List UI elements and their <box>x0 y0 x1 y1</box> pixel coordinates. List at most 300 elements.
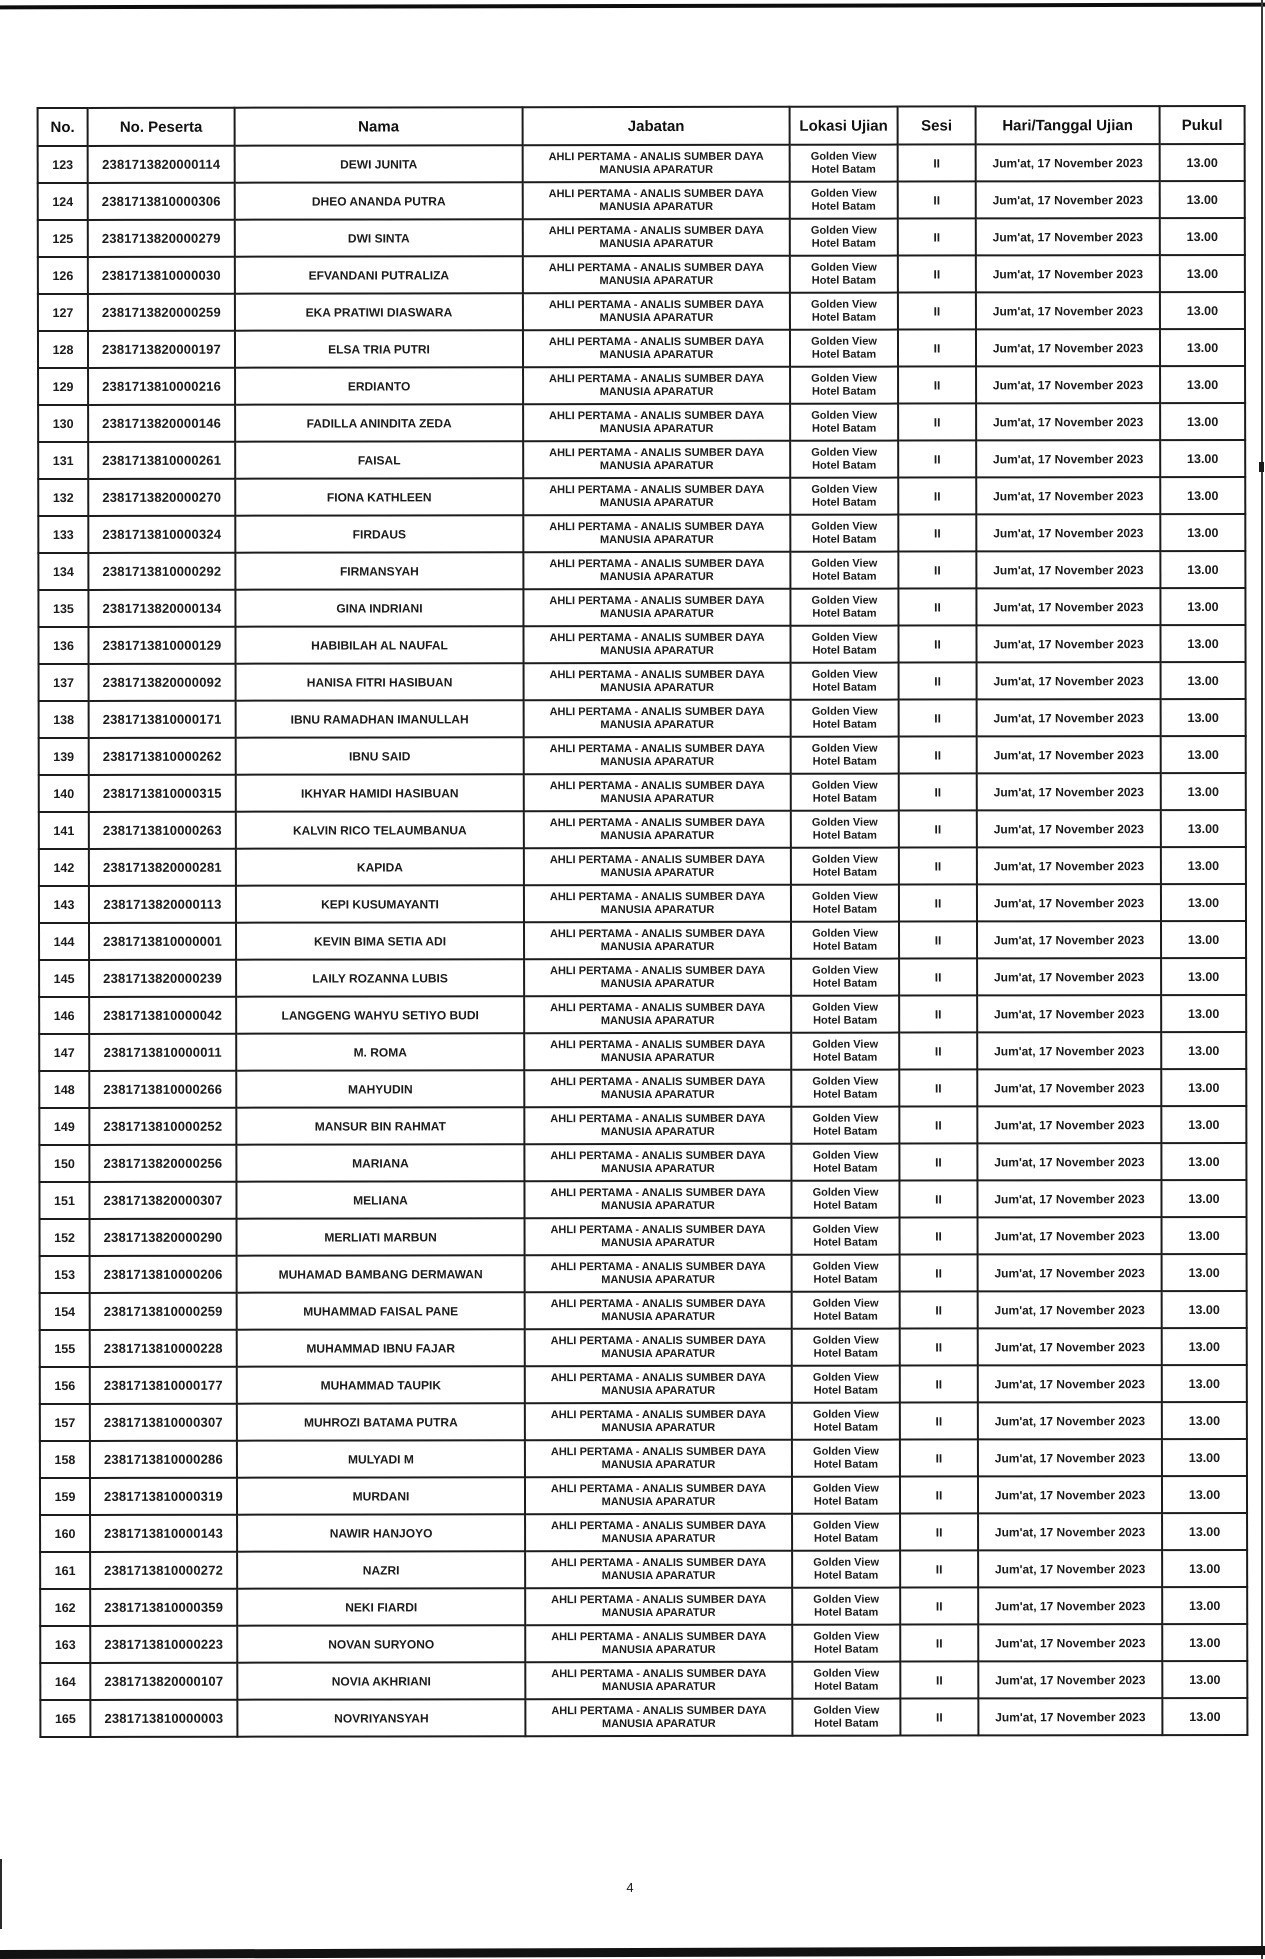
table-row <box>39 1143 1246 1182</box>
cell-sesi: II <box>900 1254 978 1291</box>
jabatan-line1: AHLI PERTAMA - ANALIS SUMBER DAYA <box>549 483 765 496</box>
cell-sesi: II <box>899 736 977 773</box>
jabatan-line2: MANUSIA APARATUR <box>599 200 714 213</box>
cell-pukul: 13.00 <box>1160 477 1245 514</box>
cell-no-peserta: 2381713820000281 <box>89 849 236 886</box>
cell-pukul: 13.00 <box>1161 699 1246 736</box>
cell-hari-tanggal: Jum'at, 17 November 2023 <box>977 1143 1161 1180</box>
table-row <box>38 403 1245 442</box>
cell-no: 124 <box>38 183 88 220</box>
lokasi-line1: Golden View <box>812 1260 879 1273</box>
cell-hari-tanggal: Jum'at, 17 November 2023 <box>977 995 1161 1032</box>
lokasi-line2: Hotel Batam <box>813 1421 878 1434</box>
cell-no-peserta: 2381713810000306 <box>88 183 235 220</box>
cell-no-peserta: 2381713810000292 <box>88 553 235 590</box>
cell-sesi: II <box>899 662 977 699</box>
cell-hari-tanggal: Jum'at, 17 November 2023 <box>978 1402 1162 1439</box>
table-row <box>39 773 1246 812</box>
cell-pukul: 13.00 <box>1162 1550 1247 1587</box>
jabatan-line2: MANUSIA APARATUR <box>600 1014 715 1027</box>
lokasi-line1: Golden View <box>810 261 877 274</box>
jabatan-line2: MANUSIA APARATUR <box>599 348 714 361</box>
lokasi-line1: Golden View <box>811 409 878 422</box>
jabatan-line1: AHLI PERTAMA - ANALIS SUMBER DAYA <box>549 520 765 533</box>
cell-hari-tanggal: Jum'at, 17 November 2023 <box>976 255 1160 292</box>
cell-nama: MUHAMMAD IBNU FAJAR <box>237 1329 525 1367</box>
jabatan-line2: MANUSIA APARATUR <box>602 1717 716 1730</box>
cell-no-peserta: 2381713810000206 <box>90 1256 237 1293</box>
cell-no-peserta: 2381713810000286 <box>90 1441 237 1478</box>
cell-nama: MUHROZI BATAMA PUTRA <box>237 1403 525 1441</box>
cell-nama: NOVRIYANSYAH <box>237 1699 525 1737</box>
cell-hari-tanggal: Jum'at, 17 November 2023 <box>977 699 1161 736</box>
cell-sesi: II <box>900 1217 978 1254</box>
cell-pukul: 13.00 <box>1161 1069 1246 1106</box>
lokasi-line2: Hotel Batam <box>812 718 877 731</box>
table-row <box>40 1365 1247 1404</box>
cell-pukul: 13.00 <box>1160 366 1245 403</box>
jabatan-line2: MANUSIA APARATUR <box>599 274 714 287</box>
header-jabatan: Jabatan <box>523 107 790 145</box>
lokasi-line1: Golden View <box>812 1149 879 1162</box>
cell-sesi: II <box>898 329 976 366</box>
table-row <box>40 1328 1247 1367</box>
cell-jabatan <box>524 1033 791 1070</box>
cell-nama: FAISAL <box>235 441 523 479</box>
cell-pukul: 13.00 <box>1160 255 1245 292</box>
table-row <box>40 1217 1247 1256</box>
cell-lokasi-ujian <box>790 330 898 367</box>
lokasi-line1: Golden View <box>812 1075 879 1088</box>
cell-no-peserta: 2381713810000262 <box>89 738 236 775</box>
table-row <box>38 218 1245 257</box>
cell-sesi: II <box>900 1587 978 1624</box>
cell-nama: MULYADI M <box>237 1440 525 1478</box>
cell-pukul: 13.00 <box>1162 1661 1247 1698</box>
cell-hari-tanggal: Jum'at, 17 November 2023 <box>978 1550 1162 1587</box>
jabatan-line2: MANUSIA APARATUR <box>600 792 715 805</box>
lokasi-line1: Golden View <box>813 1704 880 1717</box>
cell-pukul: 13.00 <box>1160 218 1245 255</box>
jabatan-line1: AHLI PERTAMA - ANALIS SUMBER DAYA <box>548 261 764 274</box>
cell-lokasi-ujian <box>792 1699 900 1736</box>
table-row <box>39 1069 1246 1108</box>
cell-no-peserta: 2381713810000001 <box>89 923 236 960</box>
cell-no-peserta: 2381713810000259 <box>90 1293 237 1330</box>
cell-no: 131 <box>38 442 88 479</box>
cell-pukul: 13.00 <box>1160 625 1245 662</box>
cell-no-peserta: 2381713810000261 <box>88 442 235 479</box>
cell-lokasi-ujian <box>792 1514 900 1551</box>
lokasi-line1: Golden View <box>811 483 878 496</box>
cell-jabatan <box>525 1699 792 1736</box>
cell-lokasi-ujian <box>791 700 899 737</box>
cell-hari-tanggal: Jum'at, 17 November 2023 <box>977 847 1161 884</box>
cell-no: 165 <box>40 1700 90 1737</box>
cell-sesi: II <box>899 1106 977 1143</box>
jabatan-line2: MANUSIA APARATUR <box>599 385 714 398</box>
cell-no-peserta: 2381713820000197 <box>88 331 235 368</box>
cell-hari-tanggal: Jum'at, 17 November 2023 <box>977 1106 1161 1143</box>
cell-lokasi-ujian <box>791 1144 899 1181</box>
lokasi-line2: Hotel Batam <box>813 1273 878 1286</box>
cell-pukul: 13.00 <box>1162 1217 1247 1254</box>
cell-no-peserta: 2381713810000272 <box>90 1552 237 1589</box>
cell-pukul: 13.00 <box>1161 921 1246 958</box>
cell-nama: KALVIN RICO TELAUMBANUA <box>236 811 524 849</box>
cell-no-peserta: 2381713820000107 <box>90 1663 237 1700</box>
cell-no-peserta: 2381713820000279 <box>88 220 235 257</box>
lokasi-line2: Hotel Batam <box>812 607 877 620</box>
cell-no-peserta: 2381713820000256 <box>89 1145 236 1182</box>
lokasi-line1: Golden View <box>810 150 877 163</box>
table-row <box>40 1587 1247 1626</box>
cell-no: 152 <box>40 1219 90 1256</box>
cell-no: 151 <box>39 1182 89 1219</box>
table-row <box>38 477 1245 516</box>
cell-sesi: II <box>898 588 976 625</box>
cell-nama: NOVAN SURYONO <box>237 1625 525 1663</box>
cell-jabatan <box>523 145 790 182</box>
table-row <box>39 736 1246 775</box>
cell-no: 163 <box>40 1626 90 1663</box>
cell-jabatan <box>523 367 790 404</box>
jabatan-line1: AHLI PERTAMA - ANALIS SUMBER DAYA <box>550 964 766 977</box>
cell-no-peserta: 2381713810000266 <box>89 1071 236 1108</box>
cell-nama: MELIANA <box>236 1181 524 1219</box>
table-row <box>40 1402 1247 1441</box>
cell-jabatan <box>524 885 791 922</box>
cell-no: 159 <box>40 1478 90 1515</box>
jabatan-line2: MANUSIA APARATUR <box>601 1643 716 1656</box>
jabatan-line1: AHLI PERTAMA - ANALIS SUMBER DAYA <box>550 1075 766 1088</box>
lokasi-line2: Hotel Batam <box>813 977 878 990</box>
cell-hari-tanggal: Jum'at, 17 November 2023 <box>978 1365 1162 1402</box>
cell-sesi: II <box>900 1439 978 1476</box>
lokasi-line2: Hotel Batam <box>813 1347 878 1360</box>
lokasi-line1: Golden View <box>812 1371 879 1384</box>
cell-hari-tanggal: Jum'at, 17 November 2023 <box>976 477 1160 514</box>
lokasi-line2: Hotel Batam <box>812 940 878 953</box>
jabatan-line1: AHLI PERTAMA - ANALIS SUMBER DAYA <box>549 927 766 940</box>
header-nama: Nama <box>235 107 523 146</box>
lokasi-line1: Golden View <box>812 1408 879 1421</box>
cell-nama: IBNU RAMADHAN IMANULLAH <box>236 700 524 738</box>
jabatan-line2: MANUSIA APARATUR <box>600 718 714 731</box>
lokasi-line2: Hotel Batam <box>812 644 877 657</box>
cell-lokasi-ujian <box>791 1181 899 1218</box>
lokasi-line1: Golden View <box>813 1482 879 1495</box>
lokasi-line1: Golden View <box>810 187 877 200</box>
cell-pukul: 13.00 <box>1160 551 1245 588</box>
jabatan-line2: MANUSIA APARATUR <box>599 237 714 250</box>
cell-lokasi-ujian <box>790 515 898 552</box>
jabatan-line2: MANUSIA APARATUR <box>600 940 715 953</box>
cell-lokasi-ujian <box>792 1329 900 1366</box>
cell-hari-tanggal: Jum'at, 17 November 2023 <box>976 218 1160 255</box>
cell-nama: HABIBILAH AL NAUFAL <box>235 626 523 664</box>
cell-pukul: 13.00 <box>1161 847 1246 884</box>
cell-pukul: 13.00 <box>1161 1180 1246 1217</box>
table-row <box>39 958 1246 997</box>
jabatan-line2: MANUSIA APARATUR <box>600 1088 715 1101</box>
cell-jabatan <box>523 441 790 478</box>
cell-no-peserta: 2381713820000113 <box>89 886 236 923</box>
cell-no: 164 <box>40 1663 90 1700</box>
jabatan-line1: AHLI PERTAMA - ANALIS SUMBER DAYA <box>549 890 766 903</box>
jabatan-line1: AHLI PERTAMA - ANALIS SUMBER DAYA <box>550 1223 766 1236</box>
cell-pukul: 13.00 <box>1160 292 1245 329</box>
jabatan-line1: AHLI PERTAMA - ANALIS SUMBER DAYA <box>550 1371 766 1384</box>
cell-lokasi-ujian <box>790 293 898 330</box>
table-row <box>38 625 1245 664</box>
jabatan-line1: AHLI PERTAMA - ANALIS SUMBER DAYA <box>548 187 764 200</box>
lokasi-line2: Hotel Batam <box>812 681 877 694</box>
cell-nama: EFVANDANI PUTRALIZA <box>235 256 523 294</box>
cell-nama: KEVIN BIMA SETIA ADI <box>236 922 524 960</box>
jabatan-line2: MANUSIA APARATUR <box>601 1495 716 1508</box>
cell-no: 155 <box>40 1330 90 1367</box>
cell-no: 147 <box>39 1034 89 1071</box>
cell-no-peserta: 2381713810000003 <box>90 1700 237 1737</box>
jabatan-line1: AHLI PERTAMA - ANALIS SUMBER DAYA <box>549 557 765 570</box>
cell-nama: FIONA KATHLEEN <box>235 478 523 516</box>
cell-no: 132 <box>38 479 88 516</box>
cell-nama: DEWI JUNITA <box>235 145 523 183</box>
lokasi-line2: Hotel Batam <box>811 163 876 176</box>
jabatan-line2: MANUSIA APARATUR <box>599 163 714 176</box>
cell-no: 157 <box>40 1404 90 1441</box>
jabatan-line2: MANUSIA APARATUR <box>601 1347 716 1360</box>
header-sesi: Sesi <box>898 106 976 144</box>
cell-hari-tanggal: Jum'at, 17 November 2023 <box>978 1291 1162 1328</box>
lokasi-line1: Golden View <box>813 1630 880 1643</box>
cell-pukul: 13.00 <box>1162 1513 1247 1550</box>
jabatan-line1: AHLI PERTAMA - ANALIS SUMBER DAYA <box>548 335 765 348</box>
lokasi-line1: Golden View <box>812 1038 879 1051</box>
cell-no: 137 <box>39 664 89 701</box>
cell-lokasi-ujian <box>791 1107 899 1144</box>
cell-jabatan <box>523 219 790 256</box>
cell-pukul: 13.00 <box>1162 1476 1247 1513</box>
cell-hari-tanggal: Jum'at, 17 November 2023 <box>976 440 1160 477</box>
cell-no: 160 <box>40 1515 90 1552</box>
cell-no: 126 <box>38 257 88 294</box>
cell-sesi: II <box>898 181 976 218</box>
scan-artifact-left-edge <box>0 1859 2 1929</box>
lokasi-line1: Golden View <box>811 594 878 607</box>
jabatan-line2: MANUSIA APARATUR <box>599 533 714 546</box>
cell-no-peserta: 2381713810000228 <box>90 1330 237 1367</box>
lokasi-line2: Hotel Batam <box>814 1717 879 1730</box>
jabatan-line2: MANUSIA APARATUR <box>600 644 714 657</box>
cell-no-peserta: 2381713810000143 <box>90 1515 237 1552</box>
cell-jabatan <box>523 330 790 367</box>
cell-jabatan <box>524 1144 791 1181</box>
cell-pukul: 13.00 <box>1161 1032 1246 1069</box>
cell-nama: MURDANI <box>237 1477 525 1515</box>
cell-nama: FIRMANSYAH <box>235 552 523 590</box>
table-row <box>40 1698 1247 1737</box>
jabatan-line1: AHLI PERTAMA - ANALIS SUMBER DAYA <box>549 409 765 422</box>
lokasi-line2: Hotel Batam <box>814 1569 879 1582</box>
cell-jabatan <box>523 293 790 330</box>
cell-jabatan <box>523 256 790 293</box>
table-row <box>39 921 1246 960</box>
lokasi-line1: Golden View <box>812 890 878 903</box>
jabatan-line2: MANUSIA APARATUR <box>599 496 714 509</box>
cell-lokasi-ujian <box>792 1662 900 1699</box>
cell-nama: NAZRI <box>237 1551 525 1589</box>
jabatan-line2: MANUSIA APARATUR <box>601 1125 715 1138</box>
cell-lokasi-ujian <box>791 1033 899 1070</box>
cell-no-peserta: 2381713810000319 <box>90 1478 237 1515</box>
cell-hari-tanggal: Jum'at, 17 November 2023 <box>978 1476 1162 1513</box>
cell-nama: MUHAMMAD FAISAL PANE <box>237 1292 525 1330</box>
jabatan-line2: MANUSIA APARATUR <box>601 1199 715 1212</box>
cell-sesi: II <box>900 1513 978 1550</box>
cell-jabatan <box>524 922 791 959</box>
header-pukul: Pukul <box>1160 106 1245 144</box>
jabatan-line2: MANUSIA APARATUR <box>601 1532 716 1545</box>
cell-pukul: 13.00 <box>1161 958 1246 995</box>
jabatan-line1: AHLI PERTAMA - ANALIS SUMBER DAYA <box>550 1260 766 1273</box>
lokasi-line1: Golden View <box>811 557 878 570</box>
jabatan-line1: AHLI PERTAMA - ANALIS SUMBER DAYA <box>551 1556 767 1569</box>
jabatan-line2: MANUSIA APARATUR <box>600 903 715 916</box>
table-row <box>40 1291 1247 1330</box>
cell-nama: MUHAMAD BAMBANG DERMAWAN <box>237 1255 525 1293</box>
lokasi-line2: Hotel Batam <box>813 1051 878 1064</box>
cell-lokasi-ujian <box>790 441 898 478</box>
header-hari-tanggal: Hari/Tanggal Ujian <box>976 106 1160 144</box>
cell-pukul: 13.00 <box>1161 662 1246 699</box>
lokasi-line1: Golden View <box>811 742 878 755</box>
cell-lokasi-ujian <box>791 922 899 959</box>
cell-sesi: II <box>899 1032 977 1069</box>
lokasi-line1: Golden View <box>811 705 878 718</box>
cell-jabatan <box>523 552 790 589</box>
cell-jabatan <box>525 1366 792 1403</box>
cell-jabatan <box>525 1477 792 1514</box>
lokasi-line2: Hotel Batam <box>812 496 877 509</box>
cell-lokasi-ujian <box>790 626 898 663</box>
cell-sesi: II <box>898 144 976 181</box>
jabatan-line2: MANUSIA APARATUR <box>600 866 715 879</box>
table-row <box>39 810 1246 849</box>
lokasi-line2: Hotel Batam <box>813 1458 879 1471</box>
lokasi-line2: Hotel Batam <box>814 1643 879 1656</box>
cell-nama: GINA INDRIANI <box>235 589 523 627</box>
cell-hari-tanggal: Jum'at, 17 November 2023 <box>976 551 1160 588</box>
cell-no: 144 <box>39 923 89 960</box>
cell-nama: ELSA TRIA PUTRI <box>235 330 523 368</box>
lokasi-line1: Golden View <box>812 964 879 977</box>
jabatan-line2: MANUSIA APARATUR <box>600 755 715 768</box>
jabatan-line2: MANUSIA APARATUR <box>599 459 714 472</box>
lokasi-line2: Hotel Batam <box>812 755 877 768</box>
cell-sesi: II <box>898 551 976 588</box>
cell-no: 149 <box>39 1108 89 1145</box>
cell-jabatan <box>525 1329 792 1366</box>
cell-sesi: II <box>899 810 977 847</box>
cell-lokasi-ujian <box>791 996 899 1033</box>
cell-jabatan <box>523 626 790 663</box>
cell-pukul: 13.00 <box>1161 1143 1246 1180</box>
cell-no: 129 <box>38 368 88 405</box>
cell-nama: FADILLA ANINDITA ZEDA <box>235 404 523 442</box>
lokasi-line2: Hotel Batam <box>813 1125 878 1138</box>
table-body <box>38 144 1248 1737</box>
cell-no: 123 <box>38 146 88 183</box>
cell-pukul: 13.00 <box>1160 329 1245 366</box>
cell-pukul: 13.00 <box>1160 588 1245 625</box>
table-row <box>39 1032 1246 1071</box>
lokasi-line2: Hotel Batam <box>813 1199 878 1212</box>
jabatan-line2: MANUSIA APARATUR <box>601 1421 716 1434</box>
cell-hari-tanggal: Jum'at, 17 November 2023 <box>977 1032 1161 1069</box>
cell-no-peserta: 2381713810000263 <box>89 812 236 849</box>
cell-lokasi-ujian <box>792 1366 900 1403</box>
cell-sesi: II <box>899 699 977 736</box>
cell-no: 150 <box>39 1145 89 1182</box>
cell-pukul: 13.00 <box>1162 1365 1247 1402</box>
cell-jabatan <box>525 1662 792 1699</box>
cell-lokasi-ujian <box>792 1403 900 1440</box>
lokasi-line1: Golden View <box>811 520 878 533</box>
lokasi-line2: Hotel Batam <box>813 1384 878 1397</box>
jabatan-line1: AHLI PERTAMA - ANALIS SUMBER DAYA <box>550 1186 766 1199</box>
cell-no-peserta: 2381713810000129 <box>88 627 235 664</box>
cell-jabatan <box>525 1625 792 1662</box>
cell-hari-tanggal: Jum'at, 17 November 2023 <box>976 625 1160 662</box>
cell-sesi: II <box>899 884 977 921</box>
table-row <box>40 1550 1247 1589</box>
lokasi-line1: Golden View <box>810 224 877 237</box>
lokasi-line1: Golden View <box>811 631 878 644</box>
table-row <box>38 292 1245 331</box>
cell-hari-tanggal: Jum'at, 17 November 2023 <box>977 736 1161 773</box>
jabatan-line1: AHLI PERTAMA - ANALIS SUMBER DAYA <box>550 1519 767 1532</box>
cell-nama: KEPI KUSUMAYANTI <box>236 885 524 923</box>
cell-hari-tanggal: Jum'at, 17 November 2023 <box>978 1698 1162 1735</box>
lokasi-line1: Golden View <box>811 372 877 385</box>
jabatan-line1: AHLI PERTAMA - ANALIS SUMBER DAYA <box>549 594 765 607</box>
cell-jabatan <box>524 700 791 737</box>
lokasi-line2: Hotel Batam <box>813 1088 878 1101</box>
cell-sesi: II <box>898 255 976 292</box>
cell-lokasi-ujian <box>792 1477 900 1514</box>
jabatan-line2: MANUSIA APARATUR <box>599 422 714 435</box>
cell-lokasi-ujian <box>791 959 899 996</box>
cell-hari-tanggal: Jum'at, 17 November 2023 <box>978 1439 1162 1476</box>
lokasi-line1: Golden View <box>811 853 878 866</box>
cell-no: 143 <box>39 886 89 923</box>
cell-sesi: II <box>898 440 976 477</box>
cell-pukul: 13.00 <box>1161 1106 1246 1143</box>
cell-no-peserta: 2381713810000307 <box>90 1404 237 1441</box>
cell-lokasi-ujian <box>792 1440 900 1477</box>
cell-no: 145 <box>39 960 89 997</box>
cell-hari-tanggal: Jum'at, 17 November 2023 <box>978 1624 1162 1661</box>
cell-sesi: II <box>900 1365 978 1402</box>
lokasi-line2: Hotel Batam <box>811 274 876 287</box>
lokasi-line1: Golden View <box>811 446 878 459</box>
lokasi-line1: Golden View <box>812 1186 879 1199</box>
jabatan-line1: AHLI PERTAMA - ANALIS SUMBER DAYA <box>550 1482 767 1495</box>
cell-lokasi-ujian <box>790 404 898 441</box>
cell-no-peserta: 2381713810000315 <box>89 775 236 812</box>
